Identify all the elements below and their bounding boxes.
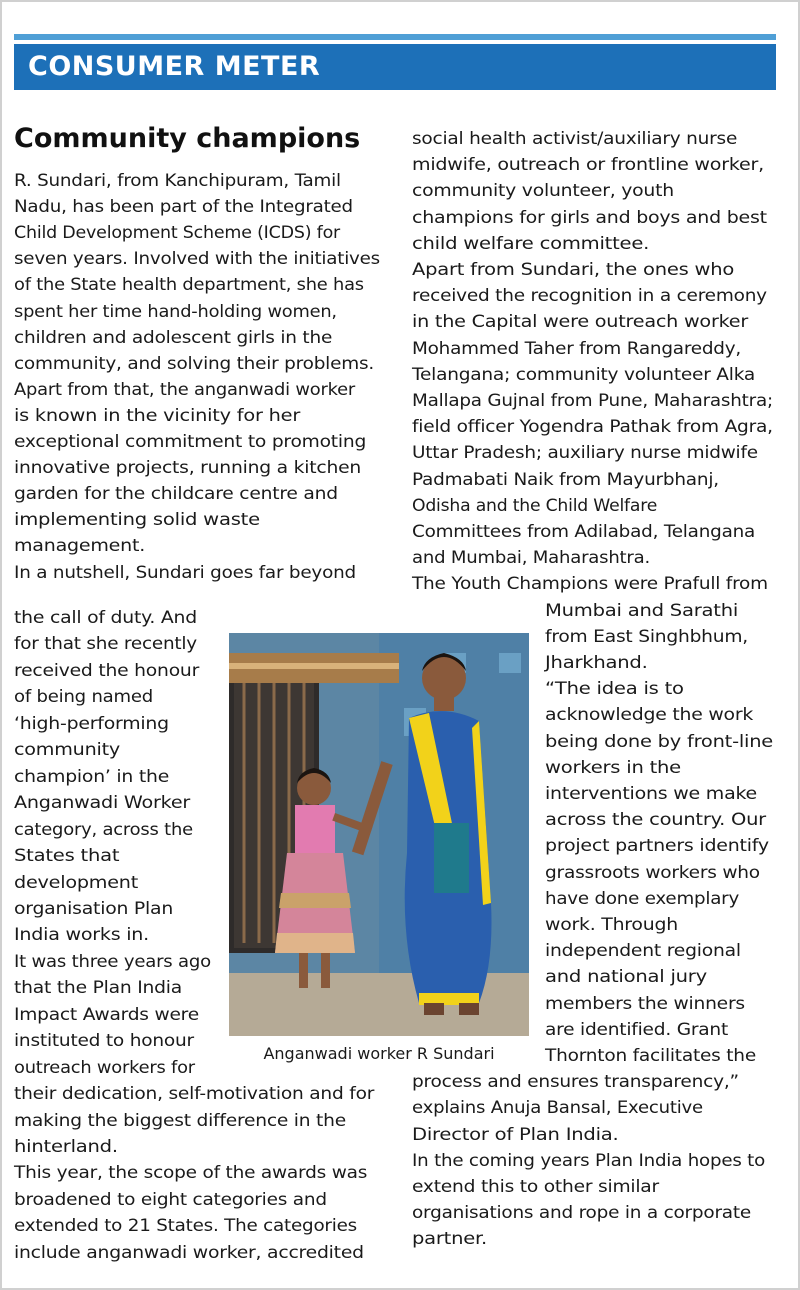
article-text-line: Child Development Scheme (ICDS) for: [14, 223, 341, 244]
article-text-line: Telangana; community volunteer Alka: [412, 364, 756, 385]
article-text-line: In a nutshell, Sundari goes far beyond: [14, 562, 356, 583]
article-text-line: spent her time hand-holding women,: [14, 301, 337, 322]
article-text-line: received the recognition in a ceremony: [412, 286, 767, 307]
article-text-line: field officer Yogendra Pathak from Agra,: [412, 417, 773, 438]
article-text-line: include anganwadi worker, accredited: [14, 1242, 364, 1263]
article-text-line: “The idea is to: [545, 679, 684, 700]
article-text-line: organisations and rope in a corporate: [412, 1203, 752, 1224]
article-text-line: broadened to eight categories and: [14, 1189, 327, 1210]
section-banner: CONSUMER METER: [14, 44, 776, 90]
article-text-line: States that: [14, 846, 120, 867]
article-text-line: hinterland.: [14, 1137, 118, 1157]
article-text-line: Padmabati Naik from Mayurbhanj,: [412, 469, 719, 490]
article-text-line: and national jury: [545, 967, 707, 988]
article-text-line: grassroots workers who: [545, 862, 760, 883]
article-text-line: from East Singhbhum,: [545, 626, 748, 647]
banner-accent-stripe: [14, 34, 776, 40]
article-text-line: that the Plan India: [14, 978, 183, 999]
article-text-line: development: [14, 872, 139, 893]
article-photo: [229, 633, 529, 1036]
article-text-line: and Mumbai, Maharashtra.: [412, 548, 651, 569]
article-text-line: innovative projects, running a kitchen: [14, 458, 362, 479]
article-text-line: midwife, outreach or frontline worker,: [412, 155, 764, 176]
photo-caption: Anganwadi worker R Sundari: [263, 1044, 495, 1063]
article-text-line: members the winners: [545, 993, 745, 1014]
article-text-line: Mumbai and Sarathi: [545, 600, 739, 621]
article-text-line: R. Sundari, from Kanchipuram, Tamil: [14, 171, 341, 191]
article-text-line: community, and solving their problems.: [14, 353, 375, 374]
article-text-line: Thornton facilitates the: [545, 1046, 757, 1066]
article-text-line: interventions we make: [545, 784, 758, 804]
article-text-line: Committees from Adilabad, Telangana: [412, 522, 756, 542]
article-text-line: process and ensures transparency,”: [412, 1072, 739, 1093]
article-text-line: The Youth Champions were Prafull from: [412, 574, 768, 595]
article-text-line: across the country. Our: [545, 810, 766, 831]
article-text-line: outreach workers for: [14, 1057, 195, 1078]
article-text-line: workers in the: [545, 757, 681, 778]
article-text-line: being done by front-line: [545, 731, 774, 752]
article-text-line: champion’ in the: [14, 766, 170, 787]
article-text-line: extended to 21 States. The categories: [14, 1216, 357, 1237]
article-text-line: the call of duty. And: [14, 608, 197, 628]
article-text-line: is known in the vicinity for her: [14, 405, 301, 426]
article-text-line: Uttar Pradesh; auxiliary nurse midwife: [412, 443, 758, 464]
article-text-line: child welfare committee.: [412, 233, 650, 254]
article-text-line: seven years. Involved with the initiatives: [14, 249, 381, 270]
article-text-line: Director of Plan India.: [412, 1124, 619, 1145]
article-text-line: management.: [14, 536, 146, 557]
article-text-line: Jharkhand.: [545, 653, 648, 673]
photo-illustration: [229, 633, 529, 1036]
article-text-line: in the Capital were outreach worker: [412, 312, 749, 333]
article-text-line: Mohammed Taher from Rangareddy,: [412, 338, 742, 359]
article-text-line: social health activist/auxiliary nurse: [412, 129, 738, 149]
article-text-line: partner.: [412, 1229, 488, 1250]
article-text-line: organisation Plan: [14, 898, 174, 919]
article-text-line: extend this to other similar: [412, 1177, 659, 1197]
article-text-line: implementing solid waste: [14, 510, 260, 531]
article-text-line: It was three years ago: [14, 951, 211, 972]
article-text-line: independent regional: [545, 941, 741, 962]
article-text-line: ‘high-performing: [14, 713, 169, 734]
article-text-line: community volunteer, youth: [412, 181, 674, 202]
article-text-line: Apart from that, the anganwadi worker: [14, 379, 356, 400]
article-text-line: children and adolescent girls in the: [14, 327, 333, 348]
article-text-line: making the biggest difference in the: [14, 1110, 346, 1131]
article-text-line: Apart from Sundari, the ones who: [412, 260, 735, 280]
article-text-line: Mallapa Gujnal from Pune, Maharashtra;: [412, 391, 773, 411]
article-text-line: have done exemplary: [545, 888, 740, 909]
article-text-line: for that she recently: [14, 634, 197, 655]
article-text-line: Impact Awards were: [14, 1004, 199, 1025]
article-text-line: project partners identify: [545, 836, 769, 857]
article-text-line: their dedication, self-motivation and for: [14, 1084, 375, 1105]
article-text-line: of being named: [14, 687, 154, 708]
article-text-line: Odisha and the Child Welfare: [412, 495, 658, 516]
article-text-line: champions for girls and boys and best: [412, 207, 767, 228]
article-text-line: received the honour: [14, 660, 200, 681]
article-text-line: instituted to honour: [14, 1031, 194, 1052]
article-text-line: are identified. Grant: [545, 1019, 729, 1040]
article-text-line: category, across the: [14, 819, 193, 840]
article-text-line: acknowledge the work: [545, 705, 754, 726]
article-text-line: community: [14, 740, 121, 761]
article-text-line: India works in.: [14, 925, 150, 946]
article-text-line: of the State health department, she has: [14, 275, 364, 296]
article-text-line: garden for the childcare centre and: [14, 484, 338, 505]
article-text-line: Nadu, has been part of the Integrated: [14, 197, 353, 218]
article-headline: Community champions: [14, 123, 361, 154]
article-text-line: exceptional commitment to promoting: [14, 432, 367, 452]
article-text-line: This year, the scope of the awards was: [14, 1163, 368, 1184]
article-text-line: work. Through: [545, 915, 678, 935]
article-text-line: Anganwadi Worker: [14, 793, 191, 814]
article-text-line: In the coming years Plan India hopes to: [412, 1150, 766, 1171]
article-text-line: explains Anuja Bansal, Executive: [412, 1098, 703, 1119]
